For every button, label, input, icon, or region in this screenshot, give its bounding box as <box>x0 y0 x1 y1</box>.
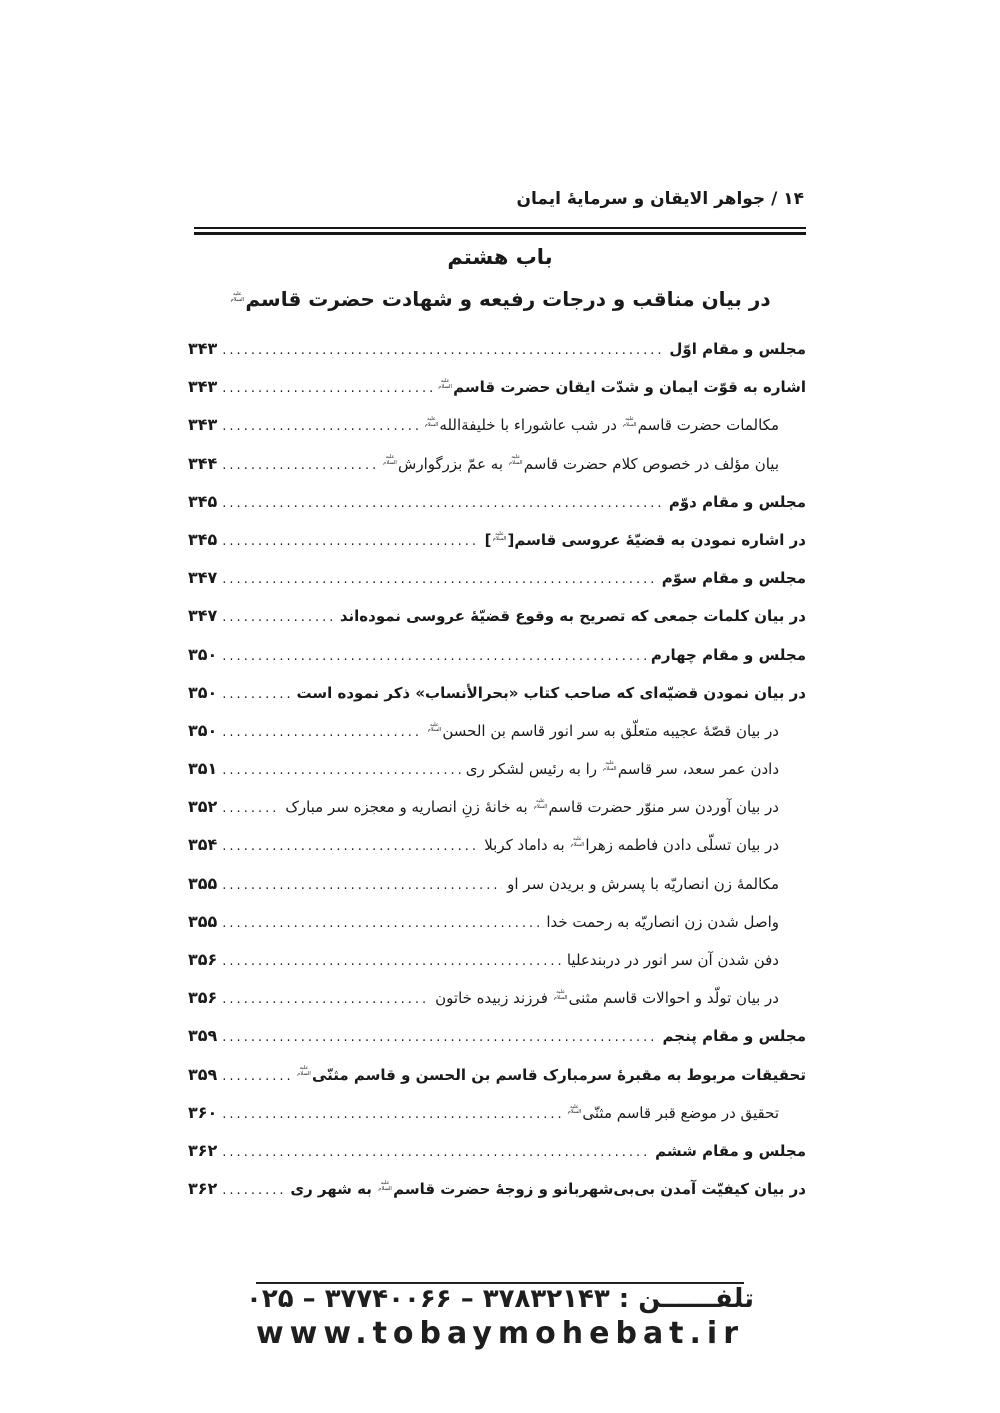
toc-entry <box>188 903 806 941</box>
toc-leader-dots <box>222 943 562 981</box>
toc-page-number: ۳۵۹ <box>188 1064 218 1084</box>
toc-entry <box>188 674 806 712</box>
toc-entry <box>188 368 806 406</box>
toc-entry <box>188 826 806 864</box>
toc-leader-dots <box>222 332 664 370</box>
toc-entry <box>188 1132 806 1170</box>
toc-leader-dots <box>222 790 280 828</box>
honorific-mark: علیه السلام <box>492 530 507 543</box>
toc-page-number: ۳۴۵ <box>188 529 218 549</box>
toc-page-number: ۳۴۳ <box>188 415 218 435</box>
honorific-mark: علیه السلام <box>424 416 439 428</box>
toc-leader-dots <box>222 599 335 637</box>
toc-entry-title: مجلس و مقام پنجم <box>662 1027 806 1046</box>
toc-entry-title: در بیان نمودن قضیّه‌ای که صاحب کتاب «بحرالأنساب» ذکر نموده است <box>296 683 806 702</box>
toc-leader-dots <box>222 370 432 408</box>
toc-entry <box>188 712 806 750</box>
toc-leader-dots <box>222 714 421 752</box>
toc-entry-title: در بیان تولّد و احوالات قاسم مثنیعلیه السلام فرزند زبیده خاتون <box>435 988 779 1008</box>
publisher-phone-line: تلفــــــن : ۳۷۸۳۲۱۴۳ – ۳۷۷۴۰۰۶۶ – ۰۲۵ <box>245 1284 755 1314</box>
honorific-mark: علیه السلام <box>622 416 637 428</box>
chapter-subtitle: در بیان مناقب و درجات رفیعه و شهادت حضرت قاسمعلیه السلام <box>230 287 771 311</box>
toc-page-number: ۳۵۵ <box>188 911 218 931</box>
honorific-mark: علیه السلام <box>570 836 585 848</box>
honorific-mark: علیه السلام <box>603 759 617 772</box>
header-divider <box>194 227 806 235</box>
toc-entry <box>188 597 806 635</box>
toc-entry <box>188 483 806 521</box>
toc-entry <box>188 941 806 979</box>
toc-page-number: ۳۵۴ <box>188 835 218 855</box>
toc-page-number: ۳۴۳ <box>188 377 218 397</box>
toc-entry-title: در اشاره نمودن به قضیّهٔ عروسی قاسم[علیه السلام] <box>484 530 806 549</box>
toc-entry-title: اشاره به قوّت ایمان و شدّت ایقان حضرت قاسمعلیه السلام <box>438 377 806 397</box>
toc-leader-dots <box>222 1019 657 1057</box>
toc-entry <box>188 636 806 674</box>
toc-entry-title: مجلس و مقام دوّم <box>668 492 806 511</box>
chapter-title: باب هشتم <box>447 245 553 269</box>
honorific-mark: علیه السلام <box>297 1065 311 1078</box>
toc-entry-title: مجلس و مقام سوّم <box>661 569 806 588</box>
toc-leader-dots <box>222 1172 285 1210</box>
toc-entry <box>188 1170 806 1208</box>
toc-entry <box>188 750 806 788</box>
toc-page-number: ۳۵۱ <box>188 759 218 779</box>
toc-entry-title: در بیان قصّهٔ عجیبه متعلّق به سر انور قاسم بن الحسنعلیه السلام <box>427 721 779 740</box>
toc-page-number: ۳۵۶ <box>188 950 218 969</box>
toc-entry-title: مکالمهٔ زن انصاریّه با پسرش و بریدن سر او <box>507 874 779 893</box>
toc-leader-dots <box>222 485 664 523</box>
toc-page-number: ۳۴۵ <box>188 491 218 511</box>
toc-leader-dots <box>222 1134 650 1172</box>
toc-entry-title: در بیان کیفیّت آمدن بی‌بی‌شهربانو و زوجهٔ حضرت قاسمعلیه السلام به شهر ری <box>290 1179 806 1199</box>
toc-entry-title: تحقیق در موضع قبر قاسم مثنّیعلیه السلام <box>567 1103 779 1122</box>
toc-leader-dots <box>222 1058 291 1096</box>
toc-leader-dots <box>222 1096 561 1134</box>
honorific-mark: علیه السلام <box>383 454 397 467</box>
honorific-mark: علیه السلام <box>427 721 442 734</box>
toc-page-number: ۳۵۹ <box>188 1026 218 1046</box>
honorific-mark: علیه السلام <box>378 1179 392 1192</box>
honorific-mark: علیه السلام <box>230 290 245 303</box>
toc-entry <box>188 559 806 597</box>
honorific-mark: علیه السلام <box>438 377 452 390</box>
toc-entry-title: مجلس و مقام ششم <box>655 1141 806 1160</box>
toc-leader-dots <box>222 447 377 485</box>
toc-page-number: ۳۵۵ <box>188 873 218 893</box>
honorific-mark: علیه السلام <box>509 454 523 467</box>
toc-entry-title: مکالمات حضرت قاسمعلیه السلام در شب عاشوراء با خلیفة‌اللهعلیه السلام <box>424 416 779 435</box>
toc-entry-title: مجلس و مقام چهارم <box>650 645 806 664</box>
toc-entry-title: در بیان آوردن سر منوّر حضرت قاسمعلیه السلام به خانهٔ زنِ انصاریه و معجزه سر مبارک <box>285 798 779 817</box>
running-head: ۱۴ / جواهر الایقان و سرمایهٔ ایمان <box>516 189 804 209</box>
toc-leader-dots <box>222 523 479 561</box>
toc-leader-dots <box>222 905 541 943</box>
honorific-mark: علیه السلام <box>567 1103 582 1116</box>
toc-page-number: ۳۶۲ <box>188 1140 218 1160</box>
toc-entry-title: در بیان کلمات جمعی که تصریح به وقوع قضیّهٔ عروسی نموده‌اند <box>339 607 806 626</box>
toc-page-number: ۳۴۷ <box>188 568 218 588</box>
toc-page-number: ۳۵۰ <box>188 720 218 740</box>
toc-entry <box>188 521 806 559</box>
toc-entry-title: واصل شدن زن انصاریّه به رحمت خدا <box>546 912 779 931</box>
toc-page-number: ۳۴۴ <box>188 453 218 473</box>
honorific-mark: علیه السلام <box>533 798 548 810</box>
toc-entry <box>188 1017 806 1055</box>
toc-leader-dots <box>222 638 646 676</box>
toc-page-number: ۳۶۰ <box>188 1102 218 1122</box>
toc-leader-dots <box>222 981 430 1019</box>
toc-leader-dots <box>222 867 502 905</box>
toc-entry-title: دادن عمر سعد، سر قاسمعلیه السلام را به رئیس لشکر ری <box>465 759 779 779</box>
toc-page-number: ۳۵۰ <box>188 644 218 664</box>
toc-page-number: ۳۶۲ <box>188 1179 218 1199</box>
toc-leader-dots <box>222 408 418 446</box>
publisher-website: www.tobaymohebat.ir <box>255 1316 745 1351</box>
toc-page-number: ۳۵۶ <box>188 988 218 1008</box>
toc-entry <box>188 865 806 903</box>
toc-entry <box>188 330 806 368</box>
toc-entry-title: دفن شدن آن سر انور در دربندعلیا <box>566 951 779 969</box>
toc-leader-dots <box>222 828 479 866</box>
toc-leader-dots <box>222 676 291 714</box>
honorific-mark: علیه السلام <box>553 988 568 1001</box>
toc-page-number: ۳۴۳ <box>188 339 218 358</box>
toc-entry-title: بیان مؤلف در خصوص کلام حضرت قاسمعلیه السلام به عمّ بزرگوارشعلیه السلام <box>383 454 779 473</box>
toc-entry-title: مجلس و مقام اوّل <box>669 340 806 358</box>
toc-entry-title: در بیان تسلّی دادن فاطمه زهراعلیه السلام به داماد کربلا <box>484 836 779 855</box>
toc-page-number: ۳۵۲ <box>188 797 218 817</box>
toc-list <box>188 330 806 1208</box>
toc-leader-dots <box>222 561 656 599</box>
toc-leader-dots <box>222 752 460 790</box>
toc-entry <box>188 788 806 826</box>
toc-entry <box>188 1094 806 1132</box>
toc-entry-title: تحقیقات مربوط به مقبرهٔ سرمبارک قاسم بن الحسن و قاسم مثنّیعلیه السلام <box>297 1065 806 1084</box>
toc-entry <box>188 406 806 444</box>
toc-page-number: ۳۴۷ <box>188 606 218 626</box>
toc-page-number: ۳۵۰ <box>188 682 218 702</box>
toc-entry <box>188 979 806 1017</box>
toc-entry <box>188 445 806 483</box>
toc-entry <box>188 1056 806 1094</box>
